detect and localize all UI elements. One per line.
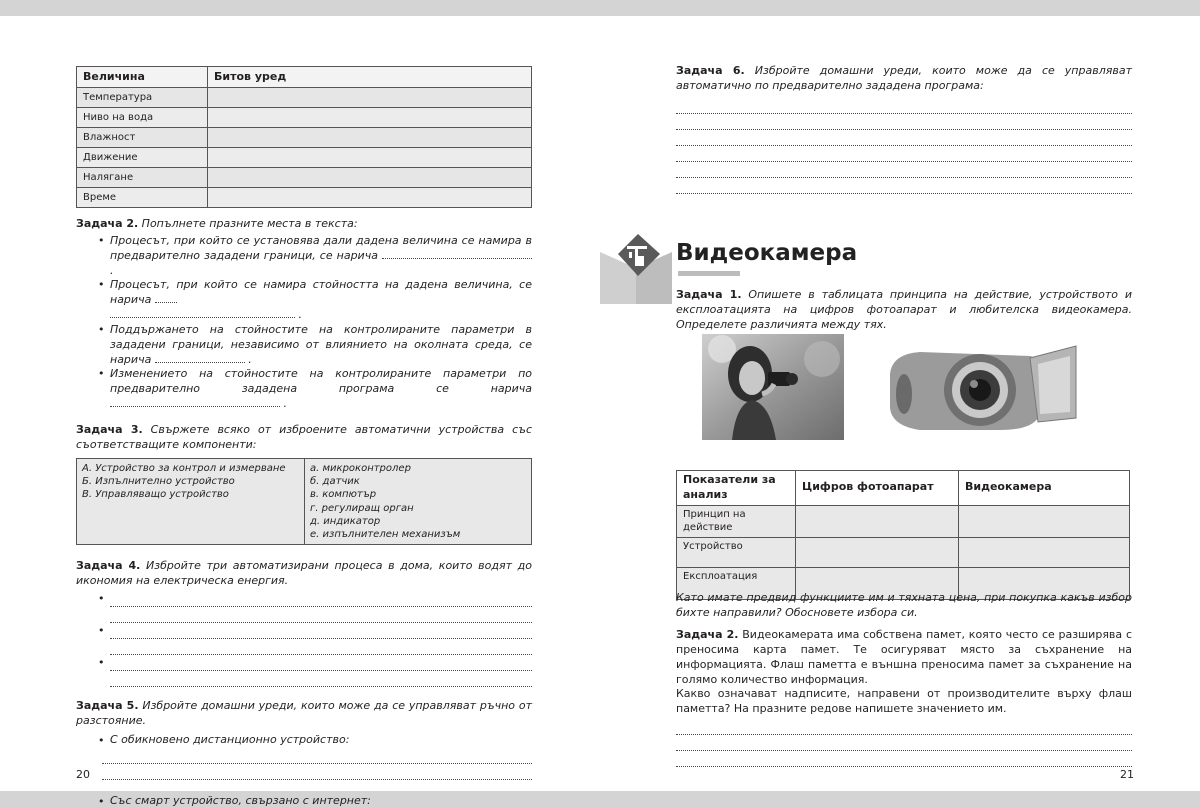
left-page <box>76 66 532 807</box>
list-item: • Със смарт устройство, свързано с интернет: <box>102 794 532 807</box>
list-item: • Изменението на стойностите на контролираните параметри по предварително зададена програма се нарича . <box>102 367 532 412</box>
table-cell: Ниво на вода <box>77 108 208 128</box>
task-text: Видеокамерата има собствена памет, която често се разширява с преносима карта памет. Те осигуряват място за съхранение на информацията. Флаш паметта е външна преносима памет за съхранение на голямо количество информация. <box>676 628 1132 686</box>
empty-cell[interactable] <box>796 537 959 567</box>
answer-bullet <box>102 591 532 623</box>
answer-line[interactable] <box>676 130 1132 146</box>
section-title: Видеокамера <box>676 240 858 266</box>
table-header: Цифров фотоапарат <box>796 471 959 506</box>
answer-line[interactable] <box>676 751 1132 767</box>
table-cell: Влажност <box>77 128 208 148</box>
table-cell: Температура <box>77 88 208 108</box>
woman-with-camera-photo <box>702 334 844 440</box>
section-logo-icon <box>600 232 672 304</box>
matching-table <box>76 458 532 546</box>
list-item: в. компютър <box>310 489 377 501</box>
photos-row <box>702 334 1080 442</box>
empty-cell[interactable] <box>208 88 532 108</box>
task-text: Какво означават надписите, направени от производителите върху флаш паметта? На празните редове напишете значението им. <box>676 687 1132 716</box>
list-item: е. изпълнителен механизъм <box>310 529 461 541</box>
table-header: Показатели за анализ <box>677 471 796 506</box>
fill-blank[interactable] <box>155 353 245 363</box>
table-cell: Принцип на действие <box>677 505 796 537</box>
list-item: Б. Изпълнително устройство <box>82 475 235 487</box>
fill-blank[interactable] <box>382 249 532 259</box>
answer-line[interactable] <box>676 162 1132 178</box>
answer-line[interactable] <box>110 607 532 623</box>
list-item: А. Устройство за контрол и измерване <box>82 462 286 474</box>
empty-cell[interactable] <box>208 168 532 188</box>
answer-bullet <box>102 655 532 687</box>
page-number: 20 <box>76 768 90 781</box>
answer-bullet <box>102 623 532 655</box>
empty-cell[interactable] <box>208 148 532 168</box>
task-text: Свържете всяко от изброените автоматични устройства със съответстващите компоненти: <box>76 422 533 451</box>
answer-line[interactable] <box>102 764 532 780</box>
task-title: Задача 5. <box>76 699 139 713</box>
list-item: • Процесът, при който се установява дали дадена величина се намира в предварително зададени граници, се нарича . <box>102 234 532 279</box>
task-title: Задача 4. <box>76 559 141 573</box>
title-underline <box>678 271 740 276</box>
list-item: б. датчик <box>310 475 360 487</box>
answer-line[interactable] <box>110 655 532 671</box>
answer-line[interactable] <box>110 671 532 687</box>
task-3 <box>76 423 532 545</box>
fill-blank[interactable] <box>155 293 177 303</box>
answer-line[interactable] <box>676 114 1132 130</box>
table-header: Величина <box>77 67 208 88</box>
task-text: Избройте домашни уреди, които може да се управляват ръчно от разстояние. <box>76 699 532 727</box>
answer-line[interactable] <box>102 748 532 764</box>
answer-line[interactable] <box>676 719 1132 735</box>
list-item: а. микроконтролер <box>310 462 411 474</box>
task-title: Задача 2. <box>76 217 139 230</box>
comparison-table <box>676 470 1130 600</box>
table-cell: Налягане <box>77 168 208 188</box>
answer-line[interactable] <box>676 178 1132 194</box>
empty-cell[interactable] <box>959 505 1130 537</box>
quantity-appliance-table <box>76 66 532 208</box>
right-task-2 <box>676 628 1132 767</box>
task-text: Опишете в таблицата принципа на действие, устройството и експлоатацията на цифров фотоапарат и любителска видеокамера. Определете различията между тях. <box>676 288 1133 331</box>
table-cell: Време <box>77 188 208 208</box>
video-camera-photo <box>880 334 1080 440</box>
empty-cell[interactable] <box>796 505 959 537</box>
task-4 <box>76 559 532 687</box>
answer-line[interactable] <box>110 639 532 655</box>
task-title: Задача 6. <box>676 64 745 77</box>
page-number: 21 <box>1120 768 1134 781</box>
top-band <box>0 0 1200 16</box>
task-2 <box>76 217 532 412</box>
table-header: Битов уред <box>208 67 532 88</box>
task-title: Задача 3. <box>76 422 143 436</box>
list-item: • С обикновено дистанционно устройство: <box>102 733 532 748</box>
right-page <box>676 64 1132 194</box>
list-item: • Процесът, при който се намира стойността на дадена величина, се нарича . <box>102 278 532 323</box>
list-item: В. Управляващо устройство <box>82 489 229 501</box>
list-item: г. регулиращ орган <box>310 502 414 514</box>
table-cell: Устройство <box>677 537 796 567</box>
task-title: Задача 1. <box>676 288 742 301</box>
empty-cell[interactable] <box>208 108 532 128</box>
answer-line[interactable] <box>676 735 1132 751</box>
empty-cell[interactable] <box>959 537 1130 567</box>
answer-line[interactable] <box>110 591 532 607</box>
empty-cell[interactable] <box>208 128 532 148</box>
table-cell: Експлоатация <box>677 567 796 599</box>
answer-line[interactable] <box>676 146 1132 162</box>
fill-blank[interactable] <box>110 397 280 407</box>
task-text: Избройте три автоматизирани процеса в дома, които водят до икономия на електрическа енергия. <box>76 559 532 588</box>
task-text: Избройте домашни уреди, които може да се управляват автоматично по предварително зададена програма: <box>676 64 1132 92</box>
task-text: Попълнете празните места в текста: <box>138 217 358 230</box>
empty-cell[interactable] <box>208 188 532 208</box>
task-5 <box>76 699 532 807</box>
list-item: д. индикатор <box>310 515 381 527</box>
right-task-1 <box>676 288 1132 333</box>
list-item: • Поддържането на стойностите на контролираните параметри в зададени граници, независимо от влиянието на околната среда, се нарича . <box>102 323 532 368</box>
answer-line[interactable] <box>110 623 532 639</box>
table-header: Видеокамера <box>959 471 1130 506</box>
task-title: Задача 2. <box>676 628 739 641</box>
answer-line[interactable] <box>676 98 1132 114</box>
question-text: Като имате предвид функциите им и тяхната цена, при покупка какъв избор бихте направили? Обосновете избора си. <box>676 591 1132 619</box>
table-cell: Движение <box>77 148 208 168</box>
fill-blank[interactable] <box>110 308 295 318</box>
